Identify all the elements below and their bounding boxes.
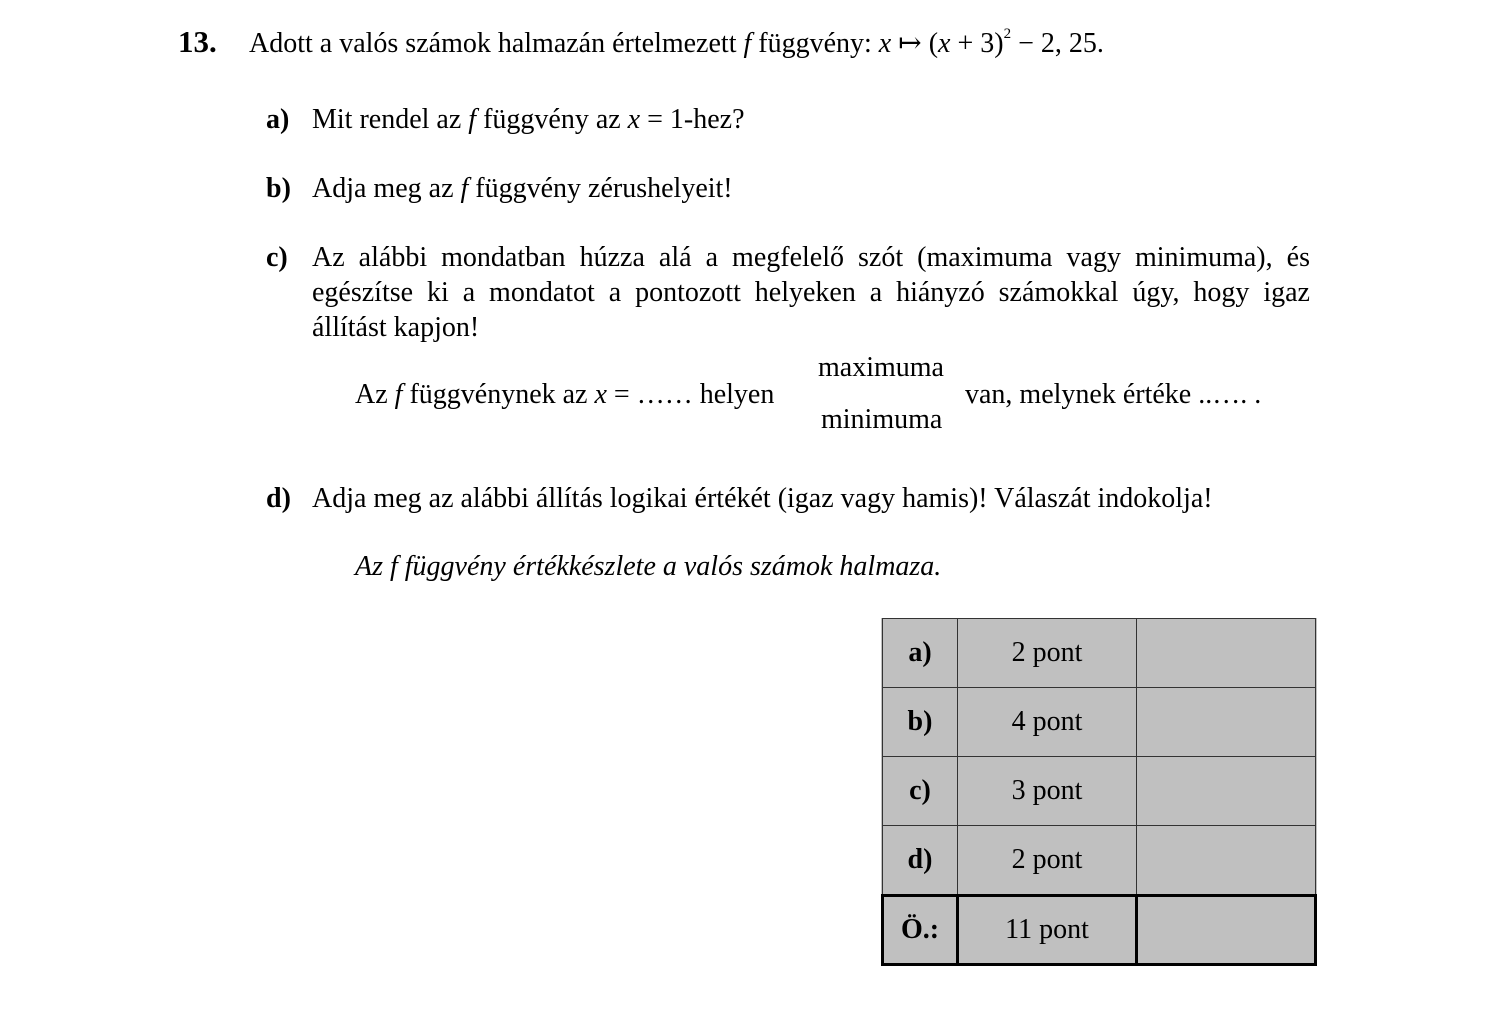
part-c-instructions <box>312 240 1310 345</box>
row-score-cell[interactable] <box>1137 826 1316 896</box>
table-row <box>883 826 1316 896</box>
table-row <box>883 688 1316 757</box>
function-symbol: f <box>743 28 752 59</box>
formula-exponent: 2 <box>1003 25 1012 42</box>
total-max-points: 11 pont <box>958 896 1137 965</box>
formula-maps-to: ↦ ( <box>891 28 939 59</box>
question-number: 13. <box>178 24 217 59</box>
row-part-label: a) <box>883 619 958 688</box>
row-part-label: b) <box>883 688 958 757</box>
part-a-text <box>312 104 745 136</box>
row-max-points: 3 pont <box>958 757 1137 826</box>
part-c-line-2: egészítse ki a mondatot a pontozott helyeken a hiányzó számokkal úgy, hogy igaz <box>312 277 1310 308</box>
part-a-x: x <box>627 104 641 135</box>
part-d-label: d) <box>266 483 291 514</box>
part-c-label: c) <box>266 242 288 273</box>
statement-text-2: függvény értékkészlete a valós számok halmaza. <box>397 551 942 582</box>
part-b-text-2: függvény zérushelyeit! <box>468 173 733 204</box>
intro-text: Adott a valós számok halmazán értelmezett <box>249 28 744 59</box>
total-label: Ö.: <box>883 896 958 965</box>
formula-plus: + 3) <box>950 28 1004 59</box>
sentence-blank-position: = …… helyen <box>606 379 775 410</box>
part-a-f: f <box>468 104 477 135</box>
formula-variable-inner: x <box>938 28 951 59</box>
row-score-cell[interactable] <box>1137 757 1316 826</box>
part-a-label: a) <box>266 104 290 135</box>
sentence-value-blank: van, melynek értéke ..…. . <box>965 379 1262 410</box>
part-c-line-1: Az alábbi mondatban húzza alá a megfelelő szót (maximuma vagy minimuma), és <box>312 242 1310 273</box>
sentence-text-2: függvénynek az <box>402 379 595 410</box>
intro-text-mid: függvény: <box>751 28 879 59</box>
part-c-line-3: állítást kapjon! <box>312 312 480 343</box>
part-a-text-2: függvény az <box>476 104 628 135</box>
row-part-label: d) <box>883 826 958 896</box>
sentence-x: x <box>594 379 607 410</box>
table-row <box>883 619 1316 688</box>
part-c-sentence <box>355 379 774 411</box>
part-a-text-1: Mit rendel az <box>312 104 469 135</box>
formula-variable: x <box>878 28 892 59</box>
total-row <box>883 896 1316 965</box>
part-d-text: Adja meg az alábbi állítás logikai értékét (igaz vagy hamis)! Válaszát indokolja! <box>312 483 1213 514</box>
total-score-cell[interactable] <box>1137 896 1316 965</box>
sentence-text-1: Az <box>355 379 395 410</box>
row-score-cell[interactable] <box>1137 619 1316 688</box>
part-b-text <box>312 173 733 205</box>
part-a-text-3: = 1-hez? <box>640 104 745 135</box>
part-d-statement <box>355 551 941 583</box>
row-max-points: 2 pont <box>958 619 1137 688</box>
option-minimuma[interactable]: minimuma <box>821 404 943 435</box>
row-score-cell[interactable] <box>1137 688 1316 757</box>
question-intro <box>249 26 1104 60</box>
row-part-label: c) <box>883 757 958 826</box>
part-b-f: f <box>460 173 469 204</box>
statement-text-1: Az <box>355 551 390 582</box>
table-row <box>883 757 1316 826</box>
sentence-f: f <box>394 379 403 410</box>
score-table <box>881 618 1317 966</box>
part-b-text-1: Adja meg az <box>312 173 461 204</box>
row-max-points: 4 pont <box>958 688 1137 757</box>
part-b-label: b) <box>266 173 291 204</box>
statement-f: f <box>390 551 398 582</box>
formula-rest: − 2, 25. <box>1011 28 1104 59</box>
option-maximuma[interactable]: maximuma <box>818 352 944 383</box>
row-max-points: 2 pont <box>958 826 1137 896</box>
